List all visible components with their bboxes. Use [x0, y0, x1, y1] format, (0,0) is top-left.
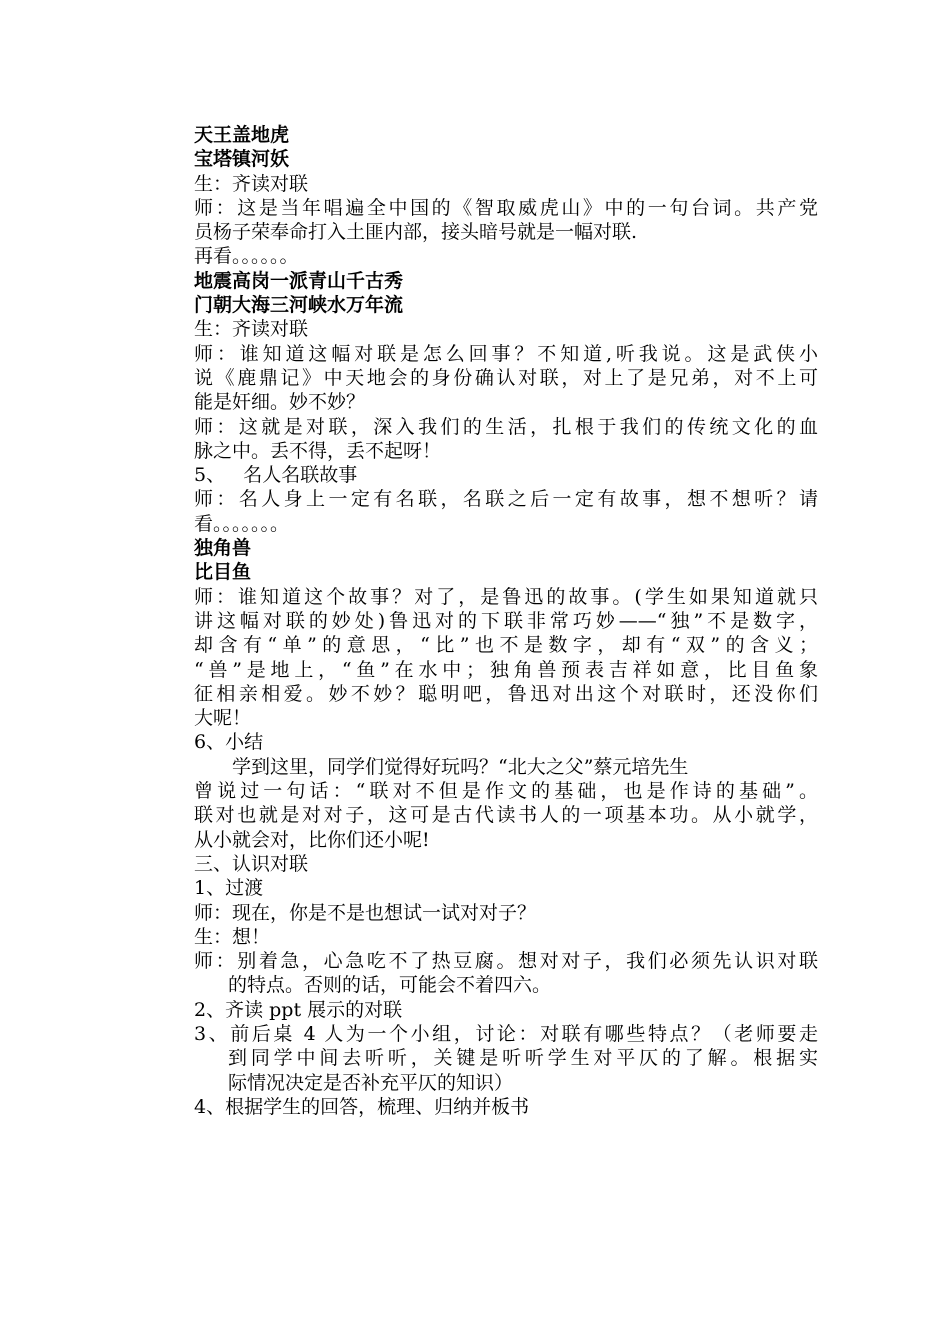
- section-heading: 三、认识对联: [194, 852, 309, 875]
- paragraph-line: 学到这里，同学们觉得好玩吗？“北大之父”蔡元培先生: [232, 755, 689, 778]
- paragraph-line: 讲这幅对联的妙处)鲁迅对的下联非常巧妙——“独”不是数字，: [194, 609, 818, 632]
- couplet-line-5: 独角兽: [194, 537, 252, 560]
- paragraph-line: 师：别着急，心急吃不了热豆腐。想对对子，我们必须先认识对联: [194, 950, 818, 973]
- section-heading: 6、小结: [194, 731, 264, 754]
- paragraph-line: 征相亲相爱。妙不妙？聪明吧，鲁迅对出这个对联时，还没你们: [194, 682, 818, 705]
- paragraph-line: “兽”是地上，“鱼”在水中；独角兽预表吉祥如意，比目鱼象: [194, 658, 818, 681]
- paragraph-line: 到同学中间去听听，关键是听听学生对平仄的了解。根据实: [228, 1047, 818, 1070]
- paragraph-line: 师：谁知道这幅对联是怎么回事？不知道,听我说。这是武侠小: [194, 342, 818, 365]
- document-page: [194, 123, 818, 1119]
- paragraph-line: 员杨子荣奉命打入土匪内部，接头暗号就是一幅对联.: [194, 221, 638, 244]
- paragraph-line: 曾说过一句话：“联对不但是作文的基础，也是作诗的基础”。: [194, 780, 818, 803]
- paragraph-line: 生：齐读对联: [194, 318, 309, 341]
- paragraph-line: 能是奸细。妙不妙？: [194, 391, 366, 414]
- section-heading: 2、齐读 ppt 展示的对联: [194, 998, 403, 1021]
- paragraph-line: 看。。。。。。。: [194, 512, 290, 535]
- paragraph-line: 师：谁知道这个故事？对了，是鲁迅的故事。(学生如果知道就只: [194, 585, 818, 608]
- section-heading: 1、过渡: [194, 877, 264, 900]
- paragraph-line: 大呢！: [194, 707, 252, 730]
- section-heading: 5、 名人名联故事: [194, 464, 358, 487]
- couplet-line-6: 比目鱼: [194, 561, 252, 584]
- paragraph-line: 师：现在，你是不是也想试一试对对子？: [194, 901, 537, 924]
- couplet-line-1: 天王盖地虎: [194, 124, 290, 146]
- paragraph-line: 际情况决定是否补充平仄的知识）: [228, 1071, 514, 1094]
- paragraph-line: 联对也就是对对子，这可是古代读书人的一项基本功。从小就学，: [194, 804, 818, 827]
- paragraph-line: 从小就会对，比你们还小呢!: [194, 828, 430, 851]
- paragraph-line: 的特点。否则的话，可能会不着四六。: [228, 974, 552, 997]
- paragraph-line: 却含有“单”的意思，“比”也不是数字，却有“双”的含义；: [194, 634, 818, 657]
- paragraph-line: 说《鹿鼎记》中天地会的身份确认对联，对上了是兄弟，对不上可: [194, 366, 818, 389]
- paragraph-line: 生：齐读对联: [194, 172, 309, 195]
- couplet-line-3: 地震高岗一派青山千古秀: [194, 269, 404, 292]
- paragraph-line: 师：名人身上一定有名联，名联之后一定有故事，想不想听？请: [194, 488, 818, 511]
- paragraph-line: 脉之中。丢不得，丢不起呀！: [194, 439, 442, 462]
- paragraph-line: 3、前后桌 4 人为一个小组，讨论：对联有哪些特点？（老师要走: [194, 1022, 818, 1045]
- paragraph-line: 师：这是当年唱遍全中国的《智取威虎山》中的一句台词。共产党: [194, 196, 818, 219]
- couplet-line-2: 宝塔镇河妖: [194, 148, 290, 171]
- couplet-line-4: 门朝大海三河峡水万年流: [194, 294, 404, 317]
- paragraph-line: 再看。。。。。。: [194, 245, 299, 268]
- section-heading: 4、根据学生的回答，梳理、归纳并板书: [194, 1095, 530, 1118]
- paragraph-line: 生：想！: [194, 925, 271, 948]
- paragraph-line: 师：这就是对联，深入我们的生活，扎根于我们的传统文化的血: [194, 415, 818, 438]
